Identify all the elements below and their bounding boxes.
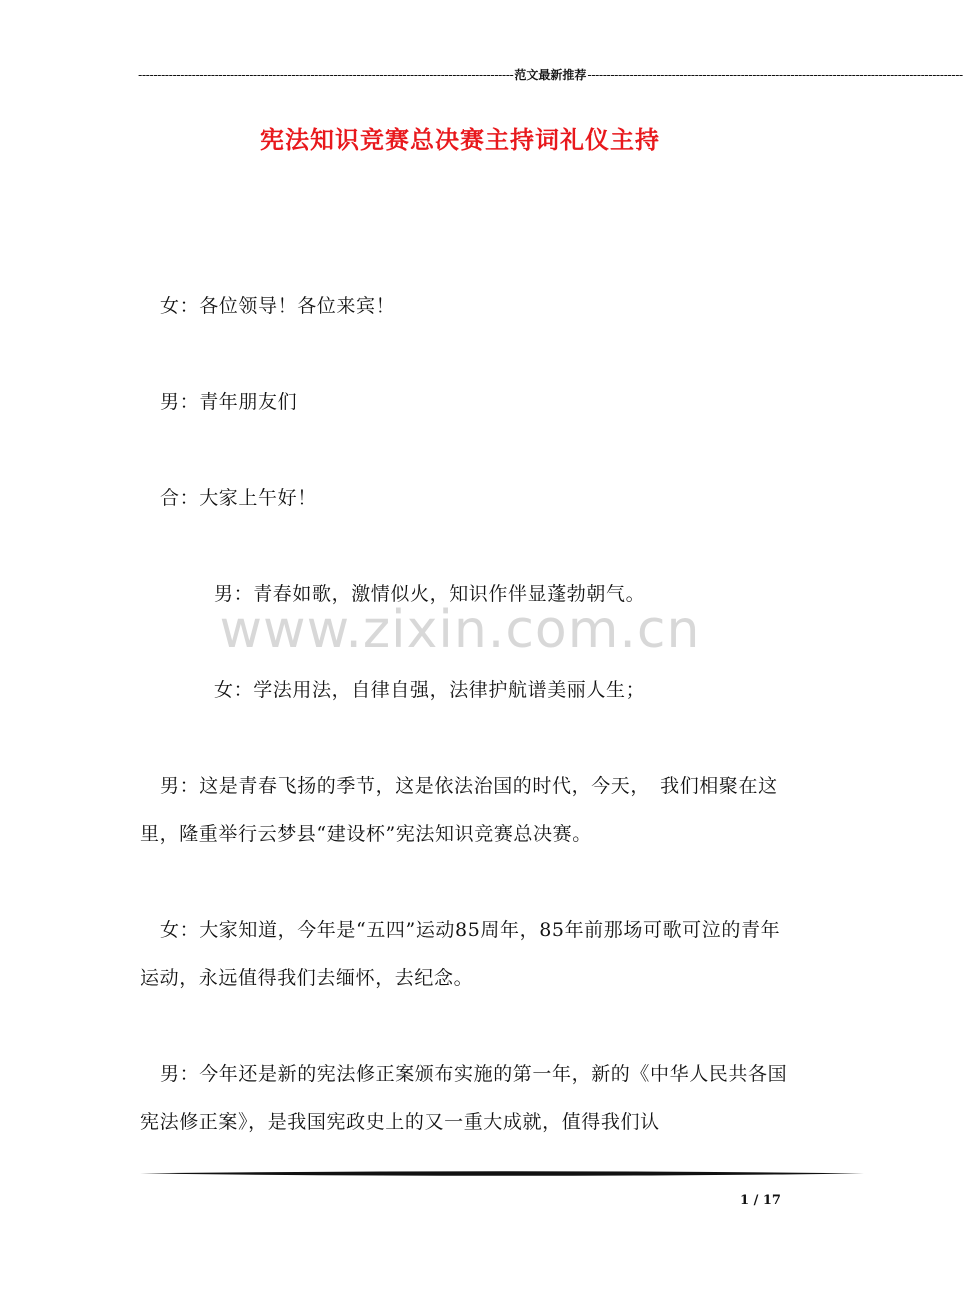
- paragraph-4: 男：青春如歌，激情似火，知识作伴显蓬勃朝气。: [214, 583, 646, 605]
- header-dashes-right: --------------------------------------------------------------------------------------------------: [587, 68, 963, 82]
- paragraph-5: 女：学法用法，自律自强，法律护航谱美丽人生；: [214, 679, 646, 701]
- footer-rule: [140, 1170, 864, 1177]
- paragraph-6: 男：这是青春飞扬的季节，这是依法治国的时代，今天， 我们相聚在这里，隆重举行云梦县“建设杯”宪法知识竞赛总决赛。: [140, 775, 778, 845]
- header-dashes-left: --------------------------------------------------------------------------------------------------: [138, 68, 514, 82]
- paragraph-1: 女：各位领导！各位来宾！: [160, 295, 396, 317]
- paragraph-2: 男：青年朋友们: [160, 391, 298, 413]
- header-line: [138, 66, 963, 84]
- paragraph-8: 男：今年还是新的宪法修正案颁布实施的第一年，新的《中华人民共各国宪法修正案》，是我国宪政史上的又一重大成就，值得我们认: [140, 1063, 788, 1133]
- page-number: 1 / 17: [740, 1193, 781, 1208]
- paragraph-7: 女：大家知道，今年是“五四”运动85周年，85年前那场可歌可泣的青年运动，永远值得我们去缅怀，去纪念。: [140, 919, 781, 989]
- document-title: 宪法知识竞赛总决赛主持词礼仪主持: [260, 125, 660, 154]
- paragraph-3: 合：大家上午好！: [160, 487, 317, 509]
- watermark: www.zixin.com.cn: [219, 600, 701, 660]
- header-label: 范文最新推荐: [514, 68, 587, 82]
